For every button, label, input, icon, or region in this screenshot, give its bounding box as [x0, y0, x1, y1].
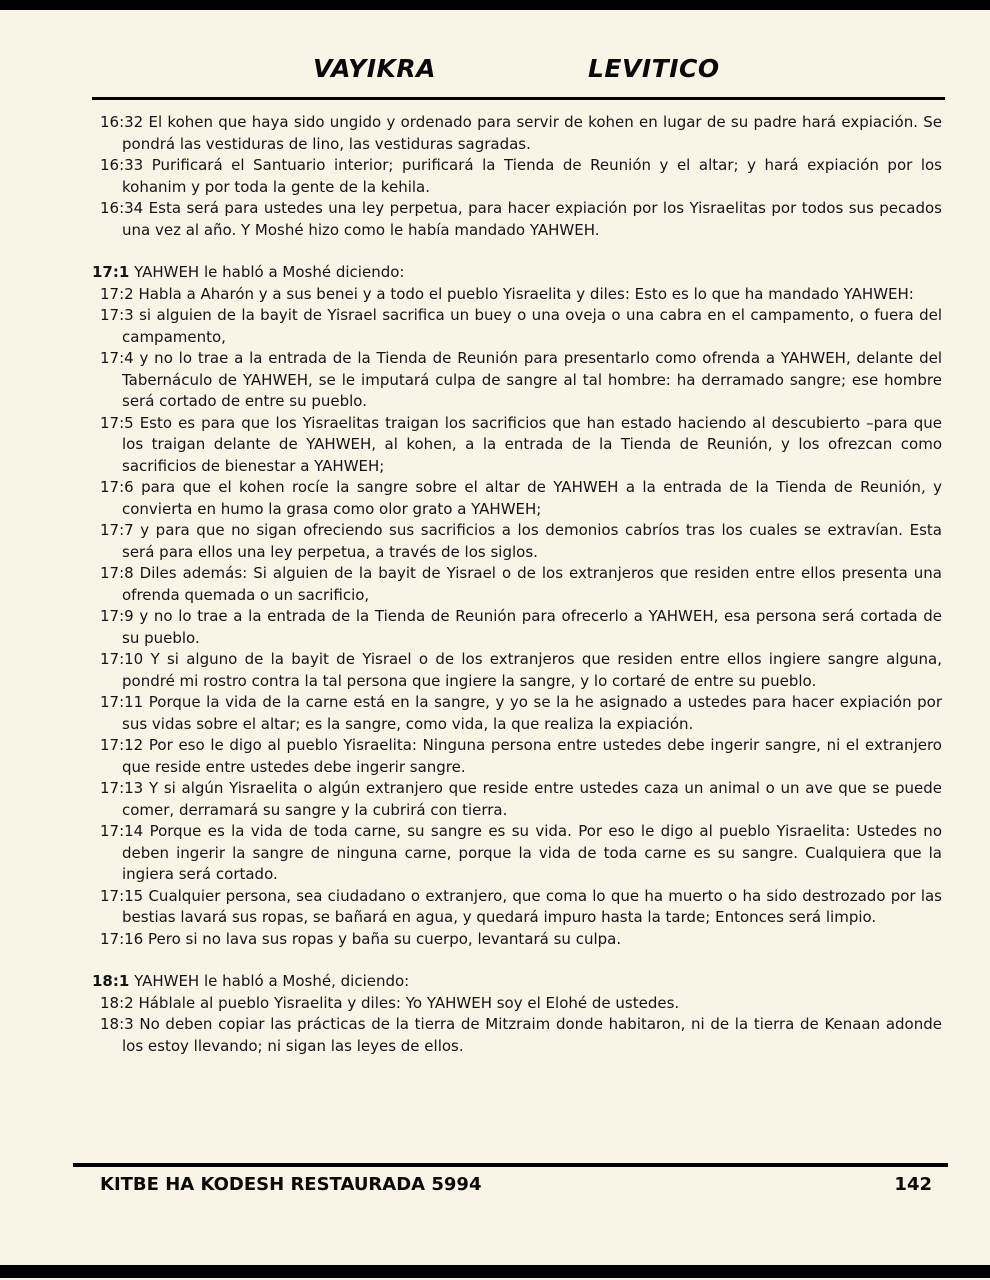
verse-text: No deben copiar las prácticas de la tierra de Mitzraim donde habitaron, ni de la tierra de Kenaan adonde los estoy llevando; ni sigan las leyes de ellos. — [122, 1015, 942, 1055]
footer-page-number: 142 — [894, 1174, 932, 1195]
verse-text: Esto es para que los Yisraelitas traigan los sacrificios que han estado haciendo al descubierto –para que los traigan delante de YAHWEH, al kohen, a la entrada de la Tienda de Reunión, y los ofrezcan como sacrificios de bienestar a YAHWEH; — [122, 413, 942, 475]
verse — [100, 348, 942, 413]
verse — [92, 971, 942, 993]
verse-number: 17:4 — [100, 349, 134, 367]
verse-text: Purificará el Santuario interior; purificará la Tienda de Reunión y el altar; y hará expiación por los kohanim y por toda la gente de la kehila. — [122, 156, 942, 196]
verse-text: Esta será para ustedes una ley perpetua, para hacer expiación por los Yisraelitas por todos sus pecados una vez al año. Y Moshé hizo como le había mandado YAHWEH. — [122, 199, 942, 239]
page-footer — [100, 1174, 932, 1195]
verse-text: Háblale al pueblo Yisraelita y diles: Yo YAHWEH soy el Elohé de ustedes. — [133, 993, 680, 1012]
verse-text: Por eso le digo al pueblo Yisraelita: Ninguna persona entre ustedes debe ingerir sangre, ni el extranjero que reside entre ustedes debe ingerir sangre. — [122, 736, 942, 776]
verse — [100, 413, 942, 478]
verse — [100, 520, 942, 563]
verse-text: Porque es la vida de toda carne, su sangre es su vida. Por eso le digo al pueblo Yisraelita: Ustedes no deben ingerir la sangre de ninguna carne, porque la vida de toda carne es su sangre. Cualquiera que la ingiera será cortado. — [122, 822, 942, 883]
verse-text: y no lo trae a la entrada de la Tienda de Reunión para ofrecerlo a YAHWEH, esa persona será cortada de su pueblo. — [122, 607, 942, 647]
verse — [100, 112, 942, 155]
verse-number: 17:16 — [100, 929, 144, 948]
verse-text: YAHWEH le habló a Moshé, diciendo: — [129, 972, 410, 990]
verse-text: YAHWEH le habló a Moshé diciendo: — [129, 263, 405, 281]
verse-number: 16:33 — [100, 156, 144, 174]
verse-number: 17:11 — [100, 693, 144, 711]
verse-number: 17:14 — [100, 822, 144, 840]
verse-text: Y si algún Yisraelita o algún extranjero que reside entre ustedes caza un animal o un ave que se puede comer, derramará su sangre y la cubrirá con tierra. — [122, 779, 942, 819]
verse — [100, 735, 942, 778]
verse — [100, 284, 942, 306]
header-title-hebrew: VAYIKRA — [313, 54, 437, 83]
verse-number: 18:1 — [92, 972, 130, 990]
verse — [100, 155, 942, 198]
verse-number: 17:7 — [100, 521, 134, 539]
verse-number: 18:2 — [100, 993, 134, 1012]
verse — [100, 692, 942, 735]
verse-text: El kohen que haya sido ungido y ordenado para servir de kohen en lugar de su padre hará expiación. Se pondrá las vestiduras de lino, las vestiduras sagradas. — [122, 113, 942, 153]
verse — [92, 262, 942, 284]
verse-text: Pero si no lava sus ropas y baña su cuerpo, levantará su culpa. — [143, 929, 622, 948]
page-header — [0, 54, 990, 94]
verse-number: 16:32 — [100, 113, 144, 131]
verse — [100, 198, 942, 241]
verse — [100, 1014, 942, 1057]
verse-text: Cualquier persona, sea ciudadano o extranjero, que coma lo que ha muerto o ha sido destrozado por las bestias lavará sus ropas, se bañará en agua, y quedará impuro hasta la tarde; Entonces será limpio. — [122, 886, 942, 926]
header-rule — [92, 97, 945, 100]
verse-text: Diles además: Si alguien de la bayit de Yisrael o de los extranjeros que residen entre ellos presenta una ofrenda quemada o un sacrificio, — [122, 564, 942, 604]
verse-text: y para que no sigan ofreciendo sus sacrificios a los demonios cabríos tras los cuales se extravían. Esta será para ellos una ley perpetua, a través de los siglos. — [122, 521, 942, 561]
verse-list — [92, 112, 942, 1057]
verse — [100, 563, 942, 606]
verse-text: si alguien de la bayit de Yisrael sacrifica un buey o una oveja o una cabra en el campamento, o fuera del campamento, — [122, 306, 942, 346]
footer-rule — [73, 1163, 948, 1167]
verse-text: Porque la vida de la carne está en la sangre, y yo se la he asignado a ustedes para hacer expiación por sus vidas sobre el altar; es la sangre, como vida, la que realiza la expiación. — [122, 693, 942, 733]
verse-number: 17:13 — [100, 779, 144, 797]
header-title-spanish: LEVITICO — [588, 54, 720, 83]
verse — [100, 477, 942, 520]
verse — [100, 606, 942, 649]
verse — [100, 778, 942, 821]
verse-number: 17:9 — [100, 607, 134, 625]
top-border-bar — [0, 0, 990, 10]
verse — [100, 305, 942, 348]
verse — [100, 821, 942, 886]
verse-number: 18:3 — [100, 1015, 134, 1033]
verse-number: 17:6 — [100, 478, 134, 496]
verse-text: para que el kohen rocíe la sangre sobre el altar de YAHWEH a la entrada de la Tienda de Reunión, y convierta en humo la grasa como olor grato a YAHWEH; — [122, 478, 942, 518]
verse — [100, 886, 942, 929]
verse-number: 17:10 — [100, 650, 144, 668]
footer-imprint: KITBE HA KODESH RESTAURADA 5994 — [100, 1174, 482, 1195]
bottom-border-bar — [0, 1265, 990, 1278]
verse-text: y no lo trae a la entrada de la Tienda de Reunión para presentarlo como ofrenda a YAHWEH, delante del Tabernáculo de YAHWEH, se le imputará culpa de sangre al tal hombre: ha derramado sangre; ese hombre será cortado de entre su pueblo. — [122, 349, 942, 410]
verse-text: Y si alguno de la bayit de Yisrael o de los extranjeros que residen entre ellos ingiere sangre alguna, pondré mi rostro contra la tal persona que ingiere la sangre, y lo cortaré de entre su pueblo. — [122, 650, 942, 690]
verse — [100, 929, 942, 951]
verse-number: 17:1 — [92, 263, 130, 281]
verse-number: 17:5 — [100, 413, 134, 432]
verse-number: 17:12 — [100, 736, 144, 754]
verse — [100, 993, 942, 1015]
verse-number: 16:34 — [100, 199, 144, 217]
verse-number: 17:15 — [100, 886, 144, 905]
verse-number: 17:8 — [100, 564, 134, 582]
verse-number: 17:3 — [100, 306, 134, 324]
verse-text: Habla a Aharón y a sus benei y a todo el pueblo Yisraelita y diles: Esto es lo que ha mandado YAHWEH: — [133, 284, 914, 303]
verse — [100, 649, 942, 692]
verse-number: 17:2 — [100, 284, 134, 303]
